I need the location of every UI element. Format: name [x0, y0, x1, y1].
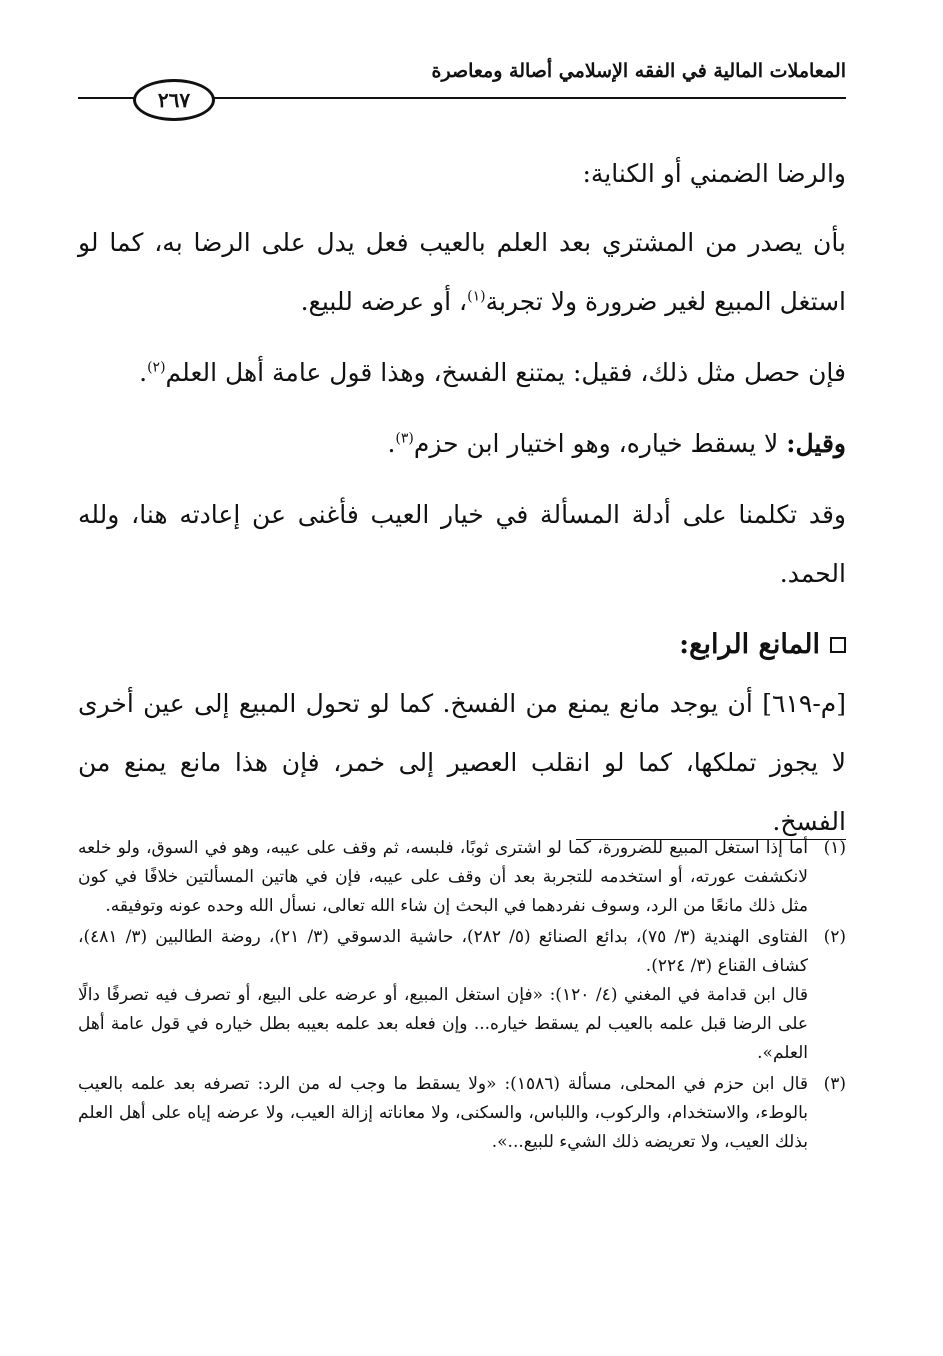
square-bullet-icon	[830, 637, 846, 653]
paragraph-fourth-impediment: [م-٦١٩] أن يوجد مانع يمنع من الفسخ. كما لو تحول المبيع إلى عين أخرى لا يجوز تملكها، كما لو انقلب العصير إلى خمر، فإن هذا مانع يمنع من الفسخ.	[78, 689, 846, 836]
footnote-ref-3: (٣)	[395, 430, 414, 447]
paragraph-text: بأن يصدر من المشتري بعد العلم بالعيب فعل يدل على الرضا به، كما لو استغل المبيع لغير ضرورة ولا تجربة	[78, 228, 846, 316]
footnotes	[78, 834, 846, 1159]
paragraph-definition	[78, 213, 846, 331]
paragraph-text: لا يسقط خياره، وهو اختيار ابن حزم	[413, 429, 787, 458]
paragraph-second-opinion	[78, 414, 846, 473]
page-number-badge: ٢٦٧	[133, 79, 215, 121]
paragraph-conclusion: وقد تكلمنا على أدلة المسألة في خيار العيب فأغنى عن إعادته هنا، ولله الحمد.	[78, 500, 846, 588]
footnote-number: (١)	[823, 838, 846, 858]
section-heading	[78, 615, 846, 674]
footnote-ref-1: (١)	[467, 288, 486, 305]
running-header-title: المعاملات المالية في الفقه الإسلامي أصالة ومعاصرة	[431, 60, 846, 82]
footnote-paragraph: الفتاوى الهندية (٣/ ٧٥)، بدائع الصنائع (٥/ ٢٨٢)، حاشية الدسوقي (٣/ ٢١)، روضة الطالبين (٣/ ٤٨١)، كشاف القناع (٣/ ٢٢٤).	[78, 927, 809, 976]
book-page	[78, 52, 846, 1342]
footnote-ref-2: (٢)	[147, 359, 166, 376]
paragraph-lead: وقيل:	[786, 429, 846, 458]
footnote-text	[78, 834, 808, 921]
footnote-quote: قال ابن قدامة في المغني (٤/ ١٢٠): «فإن استغل المبيع، أو عرضه على البيع، أو تصرف فيه تصرفًا دالًا على الرضا قبل علمه بالعيب لم يسقط خياره... وإن فعله بعد علمه بعيبه بطل خياره في قول عامة أهل العلم».	[78, 985, 808, 1063]
footnote-1	[78, 834, 846, 921]
paragraph-tail: .	[387, 429, 396, 458]
footnote-text	[78, 1070, 808, 1157]
paragraph-text: فإن حصل مثل ذلك، فقيل: يمتنع الفسخ، وهذا قول عامة أهل العلم	[165, 358, 846, 387]
footnote-paragraph: أما إذا استغل المبيع للضرورة، كما لو اشترى ثوبًا، فلبسه، ثم وقف على عيبه، وهو في السوق، ولو خلعه لانكشفت عورته، أو استخدمه للتجربة بعد أن وقف على عيبه، فإن في هاتين المسألتين خلافًا في كون مثل ذلك مانعًا من الرد، وسوف نفردهما في البحث إن شاء الله تعالى، نسأل الله وحده عونه وتوفيقه.	[78, 838, 808, 916]
footnote-paragraph: قال ابن حزم في المحلى، مسألة (١٥٨٦): «ولا يسقط ما وجب له من الرد: تصرفه بعد علمه بالعيب بالوطء، والاستخدام، والركوب، واللباس، والسكنى، ولا معاناته إزالة العيب، ولا عرضه إياه على أهل العلم بذلك العيب، ولا تعريضه ذلك الشيء للبيع...».	[78, 1074, 808, 1152]
paragraph-tail: ، أو عرضه للبيع.	[300, 287, 468, 316]
paragraph-first-opinion	[78, 343, 846, 402]
footnote-text	[78, 923, 808, 1068]
footnote-3	[78, 1070, 846, 1157]
paragraph-implicit-consent: والرضا الضمني أو الكناية:	[582, 159, 846, 188]
main-text	[78, 144, 846, 863]
footnote-number: (٣)	[823, 1074, 846, 1094]
footnote-2	[78, 923, 846, 1068]
section-heading-text: المانع الرابع:	[679, 629, 820, 660]
footnote-number: (٢)	[823, 927, 846, 947]
paragraph-tail: .	[139, 358, 148, 387]
